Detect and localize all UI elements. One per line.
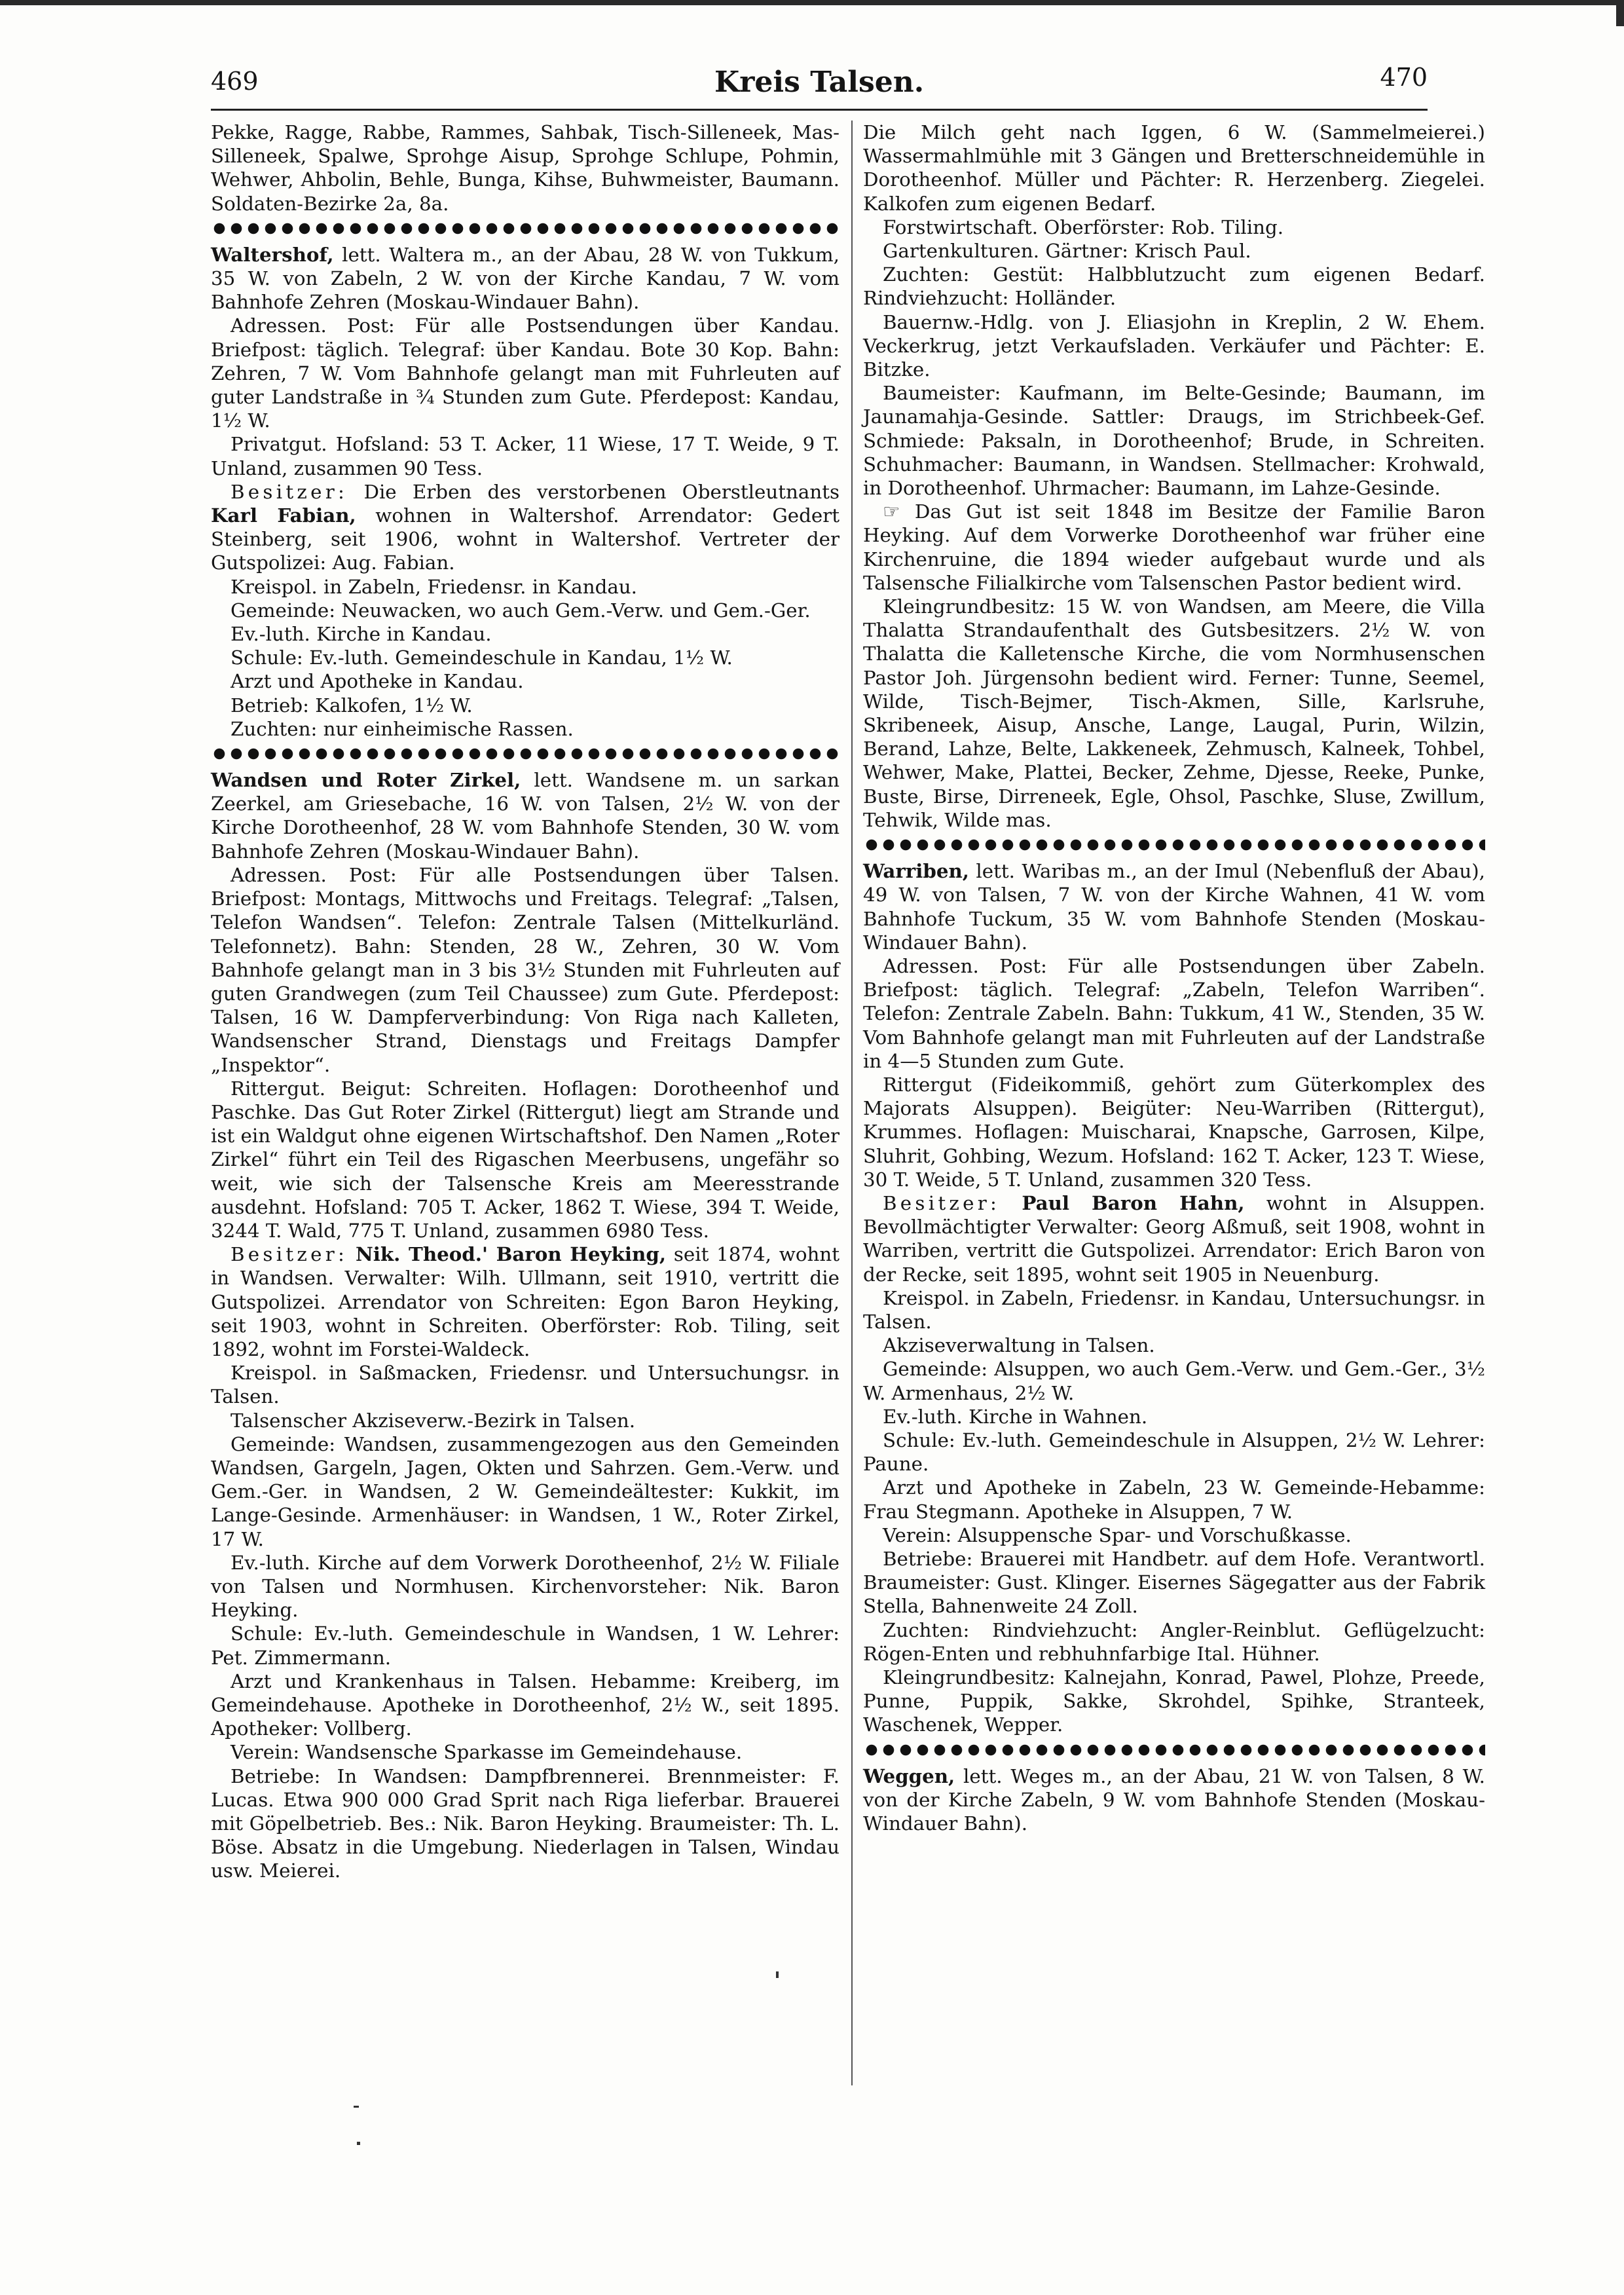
paragraph: Baumeister: Kaufmann, im Belte-Gesinde; Baumann, im Jaunamahja-Gesinde. Sattler: Draugs, im Strichbeek-Gef. Schmiede: Paksaln, in Dorotheenhof; Brude, in Schreiten. Schuhmacher: Baumann, in Wandsen. Stellmacher: Krohwald, in Dorotheenhof. Uhrmacher: Baumann, im Lahze-Gesinde.	[863, 382, 1485, 500]
ornament-divider	[211, 746, 840, 762]
paragraph: Kleingrundbesitz: Kalnejahn, Konrad, Pawel, Plohze, Preede, Punne, Puppik, Sakke, Skrohdel, Spihke, Stranteek, Waschenek, Wepper.	[863, 1666, 1485, 1736]
paragraph: Kleingrundbesitz: 15 W. von Wandsen, am Meere, die Villa Thalatta Strandaufenthalt des Gutsbesitzers. 2½ W. von Thalatta die Kalletensche Kirche, die vom Normhusenschen Pastor Joh. Jürgensohn bedient wird. Ferner: Tunne, Seemel, Wilde, Tisch-Bejmer, Tisch-Akmen, Sille, Karlsruhe, Skribeneek, Aisup, Ansche, Lange, Laugal, Purin, Wilzin, Berand, Lahze, Belte, Lakkeneek, Zehmusch, Kalneek, Tohbel, Wehwer, Make, Plattei, Becker, Zehme, Djesse, Reeke, Punke, Buste, Birse, Dirreneek, Egle, Ohsol, Paschke, Sluse, Zwillum, Tehwik, Wilde mas.	[863, 595, 1485, 831]
entry-waltershof	[211, 243, 840, 314]
entry-location: lett. Waribas m., an der Imul (Nebenfluß der Abau), 49 W. von Talsen, 7 W. von der Kirche Wahnen, 41 W. vom Bahnhofe Tuckum, 35 W. vom Bahnhofe Stenden (Moskau-Windauer Bahn).	[863, 860, 1485, 954]
paragraph: Ev.-luth. Kirche in Kandau.	[231, 623, 492, 646]
paragraph: Verein: Alsuppensche Spar- und Vorschußkasse.	[883, 1523, 1352, 1546]
paragraph: Zuchten: Rindviehzucht: Angler-Reinblut. Geflügelzucht: Rögen-Enten und rebhuhnfarbige Ital. Hühner.	[863, 1618, 1485, 1665]
paragraph: Zuchten: Gestüt: Halbblutzucht zum eigenen Bedarf. Rindviehzucht: Holländer.	[863, 263, 1485, 310]
owner-paragraph: Besitzer: Paul Baron Hahn, wohnt in Alsuppen. Bevollmächtigter Verwalter: Georg Aßmuß, seit 1908, wohnt in Warriben, vertritt die Gutspolizei. Arrendator: Erich Baron von der Recke, seit 1895, wohnt seit 1905 in Neuenburg.	[863, 1191, 1485, 1286]
entry-warriben	[863, 859, 1485, 954]
paragraph: Privatgut. Hofsland: 53 T. Acker, 11 Wiese, 17 T. Weide, 9 T. Unland, zusammen 90 Tess.	[211, 433, 840, 479]
entry-name: Warriben,	[863, 859, 969, 883]
paragraph: Kreispol. in Saßmacken, Friedensr. und Untersuchungsr. in Talsen.	[211, 1362, 840, 1408]
right-column	[863, 121, 1485, 1835]
page-number-right: 470	[1380, 63, 1428, 92]
paragraph: Talsenscher Akziseverw.-Bezirk in Talsen.	[231, 1409, 636, 1432]
paragraph: Ev.-luth. Kirche auf dem Vorwerk Dorotheenhof, 2½ W. Filiale von Talsen und Normhusen. Kirchenvorsteher: Nik. Baron Heyking.	[211, 1551, 840, 1622]
running-title: Kreis Talsen.	[714, 65, 925, 99]
paragraph: Die Milch geht nach Iggen, 6 W. (Sammelmeierei.) Wassermahlmühle mit 3 Gängen und Bretterschneidemühle in Dorotheenhof. Müller und Pächter: R. Herzenberg. Ziegelei. Kalkofen zum eigenen Bedarf.	[863, 121, 1485, 215]
scan-edge	[1616, 0, 1624, 26]
paragraph: Kreispol. in Zabeln, Friedensr. in Kandau, Untersuchungsr. in Talsen.	[863, 1286, 1485, 1333]
entry-location: lett. Weges m., an der Abau, 21 W. von Talsen, 8 W. von der Kirche Zabeln, 9 W. vom Bahnhofe Stenden (Moskau-Windauer Bahn).	[863, 1764, 1485, 1835]
paragraph: Gemeinde: Wandsen, zusammengezogen aus den Gemeinden Wandsen, Gargeln, Jagen, Okten und Sahrzen. Gem.-Verw. und Gem.-Ger. in Wandsen, 2 W. Gemeindeältester: Kukkit, im Lange-Gesinde. Armenhäuser: in Wandsen, 1 W., Roter Zirkel, 17 W.	[211, 1432, 840, 1550]
paragraph: Betrieb: Kalkofen, 1½ W.	[231, 694, 473, 717]
paragraph: Adressen. Post: Für alle Postsendungen über Kandau. Briefpost: täglich. Telegraf: über Kandau. Bote 30 Kop. Bahn: Zehren, 7 W. Vom Bahnhofe gelangt man mit Fuhrleuten auf guter Landstraße in ¾ Stunden zum Gute. Pferdepost: Kandau, 1½ W.	[211, 314, 840, 432]
owner-paragraph: Besitzer: Die Erben des verstorbenen Oberstleutnants Karl Fabian, wohnen in Waltershof. Arrendator: Gedert Steinberg, seit 1906, wohnt in Waltershof. Vertreter der Gutspolizei: Aug. Fabian.	[211, 480, 840, 574]
paragraph: Rittergut (Fideikommiß, gehört zum Güterkomplex des Majorats Alsuppen). Beigüter: Neu-Warriben (Rittergut), Krummes. Hoflagen: Muischarai, Knapsche, Garrosen, Kilpe, Sluhrit, Gohbing, Wezum. Hofsland: 162 T. Acker, 123 T. Wiese, 30 T. Weide, 5 T. Unland, zusammen 320 Tess.	[863, 1073, 1485, 1191]
paragraph: Bauernw.-Hdlg. von J. Eliasjohn in Kreplin, 2 W. Ehem. Veckerkrug, jetzt Verkaufsladen. Verkäufer und Pächter: E. Bitzke.	[863, 310, 1485, 381]
paragraph: Schule: Ev.-luth. Gemeindeschule in Wandsen, 1 W. Lehrer: Pet. Zimmermann.	[211, 1622, 840, 1669]
paragraph: Ev.-luth. Kirche in Wahnen.	[883, 1405, 1148, 1428]
scan-edge	[0, 0, 1624, 5]
owner-paragraph: Besitzer: Nik. Theod.' Baron Heyking, seit 1874, wohnt in Wandsen. Verwalter: Wilh. Ullmann, seit 1910, vertritt die Gutspolizei. Arrendator von Schreiten: Egon Baron Heyking, seit 1903, wohnt in Schreiten. Oberförster: Rob. Tiling, seit 1892, wohnt im Forstei-Waldeck.	[211, 1242, 840, 1360]
paragraph: Betriebe: In Wandsen: Dampfbrennerei. Brennmeister: F. Lucas. Etwa 900 000 Grad Sprit nach Riga lieferbar. Brauerei mit Göpelbetrieb. Bes.: Nik. Baron Heyking. Braumeister: Th. L. Böse. Absatz in die Umgebung. Niederlagen in Talsen, Windau usw. Meierei.	[211, 1764, 840, 1882]
paragraph: Schule: Ev.-luth. Gemeindeschule in Alsuppen, 2½ W. Lehrer: Paune.	[863, 1428, 1485, 1476]
paragraph: Arzt und Krankenhaus in Talsen. Hebamme: Kreiberg, im Gemeindehause. Apotheke in Dorotheenhof, 2½ W., seit 1895. Apotheker: Vollberg.	[211, 1670, 840, 1740]
entry-wandsen	[211, 768, 840, 863]
paragraph: Gemeinde: Alsuppen, wo auch Gem.-Verw. und Gem.-Ger., 3½ W. Armenhaus, 2½ W.	[863, 1358, 1485, 1404]
entry-location: lett. Waltera m., an der Abau, 28 W. von Tukkum, 35 W. von Zabeln, 2 W. von der Kirche Kandau, 7 W. vom Bahnhofe Zehren (Moskau-Windauer Bahn).	[211, 243, 840, 314]
entry-name: Waltershof,	[211, 242, 334, 266]
column-divider	[851, 121, 853, 2085]
paragraph: Gartenkulturen. Gärtner: Krisch Paul.	[883, 240, 1251, 263]
entry-name: Weggen,	[863, 1764, 955, 1787]
owner-name: Karl Fabian,	[211, 504, 356, 527]
paragraph: ☞ Das Gut ist seit 1848 im Besitze der Familie Baron Heyking. Auf dem Vorwerke Dorotheenhof war früher eine Kirchenruine, die 1894 wieder aufgebaut wurde und als Talsensche Filialkirche vom Talsenschen Pastor bedient wird.	[863, 500, 1485, 594]
entry-location: lett. Wandsene m. un sarkan Zeerkel, am Griesebache, 16 W. von Talsen, 2½ W. von der Kirche Dorotheenhof, 28 W. vom Bahnhofe Stenden, 30 W. vom Bahnhofe Zehren (Moskau-Windauer Bahn).	[211, 769, 840, 863]
scan-speck	[776, 1971, 779, 1978]
entry-weggen	[863, 1764, 1485, 1836]
paragraph: Adressen. Post: Für alle Postsendungen über Talsen. Briefpost: Montags, Mittwochs und Freitags. Telegraf: „Talsen, Telefon Wandsen“. Telefon: Zentrale Talsen (Mittelkurländ. Telefonnetz). Bahn: Stenden, 28 W., Zehren, 30 W. Vom Bahnhofe gelangt man in 3 bis 3½ Stunden mit Fuhrleuten auf guten Grandwegen (zum Teil Chaussee) zum Gute. Pferdepost: Talsen, 16 W. Dampferverbindung: Von Riga nach Kalleten, Wandsenscher Strand, Dienstags und Freitags Dampfer „Inspektor“.	[211, 863, 840, 1076]
paragraph: Pekke, Ragge, Rabbe, Rammes, Sahbak, Tisch-Silleneek, Mas-Silleneek, Spalwe, Sprohge Aisup, Sprohge Schlupe, Pohmin, Wehwer, Ahbolin, Behle, Bunga, Kihse, Buhwmeister, Baumann. Soldaten-Bezirke 2a, 8a.	[211, 121, 840, 215]
paragraph: Akziseverwaltung in Talsen.	[883, 1334, 1155, 1357]
paragraph: Forstwirtschaft. Oberförster: Rob. Tiling.	[883, 215, 1284, 238]
paragraph: Betriebe: Brauerei mit Handbetr. auf dem Hofe. Verantwortl. Braumeister: Gust. Klinger. Eisernes Sägegatter aus der Fabrik Stella, Bahnenweite 24 Zoll.	[863, 1547, 1485, 1618]
owner-name: Paul Baron Hahn,	[1022, 1191, 1245, 1214]
scan-speck	[354, 2106, 359, 2108]
paragraph: Arzt und Apotheke in Zabeln, 23 W. Gemeinde-Hebamme: Frau Stegmann. Apotheke in Alsuppen, 7 W.	[863, 1476, 1485, 1523]
paragraph: Schule: Ev.-luth. Gemeindeschule in Kandau, 1½ W.	[231, 646, 733, 669]
paragraph: Verein: Wandsensche Sparkasse im Gemeindehause.	[231, 1741, 743, 1764]
paragraph: Zuchten: nur einheimische Rassen.	[231, 717, 574, 740]
ornament-divider	[863, 1742, 1485, 1758]
page-number-left: 469	[211, 67, 259, 96]
scan-speck	[357, 2142, 360, 2145]
paragraph: Gemeinde: Neuwacken, wo auch Gem.-Verw. und Gem.-Ger.	[231, 599, 811, 622]
paragraph: Kreispol. in Zabeln, Friedensr. in Kandau.	[231, 575, 637, 598]
left-column	[211, 121, 840, 1883]
owner-name: Nik. Theod.' Baron Heyking,	[355, 1242, 667, 1266]
paragraph: Arzt und Apotheke in Kandau.	[231, 670, 524, 693]
ornament-divider	[211, 221, 840, 236]
paragraph: Adressen. Post: Für alle Postsendungen über Zabeln. Briefpost: täglich. Telegraf: „Zabeln, Telefon Warriben“. Telefon: Zentrale Zabeln. Bahn: Tukkum, 41 W., Stenden, 35 W. Vom Bahnhofe gelangt man mit Fuhrleuten auf der Landstraße in 4—5 Stunden zum Gute.	[863, 954, 1485, 1072]
entry-name: Wandsen und Roter Zirkel,	[211, 768, 521, 792]
ornament-divider	[863, 837, 1485, 853]
page-header	[211, 63, 1428, 111]
paragraph: Rittergut. Beigut: Schreiten. Hoflagen: Dorotheenhof und Paschke. Das Gut Roter Zirkel (Rittergut) liegt am Strande und ist ein Waldgut ohne eigenen Wirtschaftshof. Den Namen „Roter Zirkel“ führt ein Teil des Rigaschen Meerbusens, ungefähr so weit, wie sich der Talsensche Kreis am Meeresstrande ausdehnt. Hofsland: 705 T. Acker, 1862 T. Wiese, 394 T. Weide, 3244 T. Wald, 775 T. Unland, zusammen 6980 Tess.	[211, 1077, 840, 1242]
